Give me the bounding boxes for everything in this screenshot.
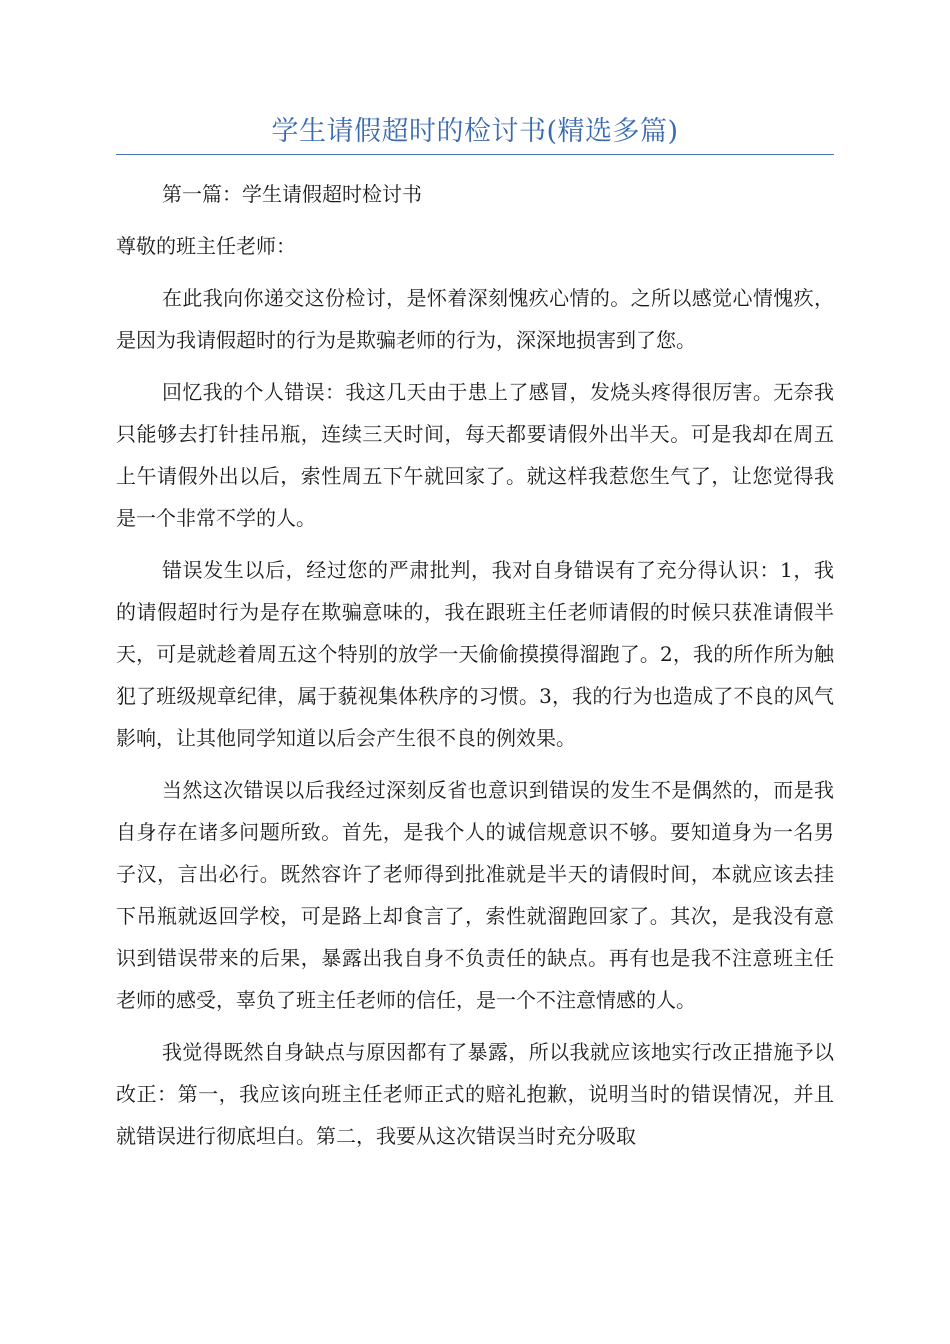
document-body	[116, 173, 834, 1157]
body-paragraph: 我觉得既然自身缺点与原因都有了暴露，所以我就应该地实行改正措施予以改正：第一，我应该向班主任老师正式的赔礼抱歉，说明当时的错误情况，并且就错误进行彻底坦白。第二，我要从这次错误当时充分吸取	[116, 1040, 834, 1148]
document-title: 学生请假超时的检讨书(精选多篇)	[271, 116, 679, 147]
title-underline	[116, 154, 834, 155]
section-heading: 第一篇：学生请假超时检讨书	[162, 182, 422, 206]
body-paragraph: 在此我向你递交这份检讨，是怀着深刻愧疚心情的。之所以感觉心情愧疚，是因为我请假超时的行为是欺骗老师的行为，深深地损害到了您。	[116, 286, 834, 352]
body-paragraph: 当然这次错误以后我经过深刻反省也意识到错误的发生不是偶然的，而是我自身存在诸多问题所致。首先，是我个人的诚信规意识不够。要知道身为一名男子汉，言出必行。既然容许了老师得到批准就是半天的请假时间，本就应该去挂下吊瓶就返回学校，可是路上却食言了，索性就溜跑回家了。其次，是我没有意识到错误带来的后果，暴露出我自身不负责任的缺点。再有也是我不注意班主任老师的感受，辜负了班主任老师的信任，是一个不注意情感的人。	[116, 778, 834, 1012]
salutation: 尊敬的班主任老师：	[116, 234, 296, 258]
body-paragraph: 回忆我的个人错误：我这几天由于患上了感冒，发烧头疼得很厉害。无奈我只能够去打针挂吊瓶，连续三天时间，每天都要请假外出半天。可是我却在周五上午请假外出以后，索性周五下午就回家了。就这样我惹您生气了，让您觉得我是一个非常不学的人。	[116, 380, 834, 530]
body-paragraph: 错误发生以后，经过您的严肃批判，我对自身错误有了充分得认识：1，我的请假超时行为是存在欺骗意味的，我在跟班主任老师请假的时候只获准请假半天，可是就趁着周五这个特别的放学一天偷偷摸摸得溜跑了。2，我的所作所为触犯了班级规章纪律，属于藐视集体秩序的习惯。3，我的行为也造成了不良的风气影响，让其他同学知道以后会产生很不良的例效果。	[116, 558, 834, 750]
